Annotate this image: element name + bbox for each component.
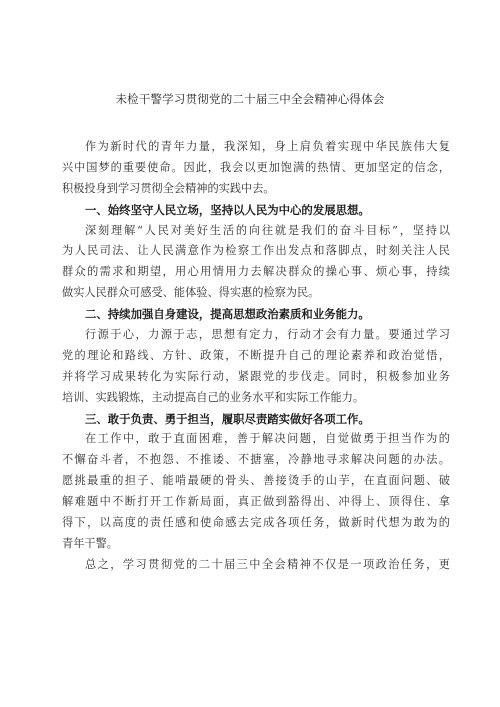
paragraph-last-line: 做实人民群众可感受、能体验、得实惠的检察为民。 <box>62 286 320 300</box>
paragraph-line: 得下，以高度的责任感和使命感去完成各项任务，做新时代想为敢为的 <box>62 516 450 530</box>
paragraph-line: 解难题中不断打开工作新局面，真正做到豁得出、冲得上、顶得住、拿 <box>62 495 450 509</box>
paragraph-first-line: 深刻理解“人民对美好生活的向往就是我们的奋斗目标”，坚持以 <box>85 223 450 237</box>
paragraph-first-line: 作为新时代的青年力量，我深知，身上肩负着实现中华民族伟大复 <box>85 140 450 153</box>
paragraph-line: 愿挑最重的担子、能啃最硬的骨头、善接烫手的山芋，在直面问题、破 <box>62 474 450 488</box>
paragraph-line: 不懈奋斗者，不抱怨、不推诿、不搪塞，冷静地寻求解决问题的办法。 <box>62 453 450 467</box>
paragraph-last-line: 青年干警。 <box>62 536 118 550</box>
section-heading: 三、敢于负责、勇于担当，履职尽责踏实做好各项工作。 <box>85 411 370 426</box>
paragraph-line: 群众的需求和期望，用心用情用力去解决群众的操心事、烦心事，持续 <box>62 265 450 279</box>
paragraph-first-line: 行源于心，力源于志，思想有定力，行动才会有力量。要通过学习 <box>85 328 450 342</box>
paragraph-line: 并将学习成果转化为实际行动，紧跟党的步伐走。同时，积极参加业务 <box>62 369 450 383</box>
section-heading: 一、始终坚守人民立场，坚持以人民为中心的发展思想。 <box>85 202 370 217</box>
paragraph-line: 党的理论和路线、方针、政策，不断提升自己的理论素养和政治觉悟， <box>62 348 450 362</box>
paragraph-last-line: 积极投身到学习贯彻全会精神的实践中去。 <box>62 181 275 195</box>
paragraph-first-line: 总之，学习贯彻党的二十届三中全会精神不仅是一项政治任务，更 <box>85 557 450 571</box>
paragraph-line: 为人民司法、让人民满意作为检察工作出发点和落脚点，时刻关注人民 <box>62 244 450 258</box>
paragraph-line: 兴中国梦的重要使命。因此，我会以更加饱满的热情、更加坚定的信念， <box>62 160 450 174</box>
paragraph-first-line: 在工作中，敢于直面困难，善于解决问题，自觉做勇于担当作为的 <box>85 432 450 446</box>
section-heading: 二、持续加强自身建设，提高思想政治素质和业务能力。 <box>85 307 370 322</box>
paragraph-last-line: 培训、实践锻炼，主动提高自己的业务水平和实际工作能力。 <box>62 390 365 404</box>
document-title: 未检干警学习贯彻党的二十届三中全会精神心得体会 <box>115 92 385 106</box>
document-body <box>62 137 450 576</box>
